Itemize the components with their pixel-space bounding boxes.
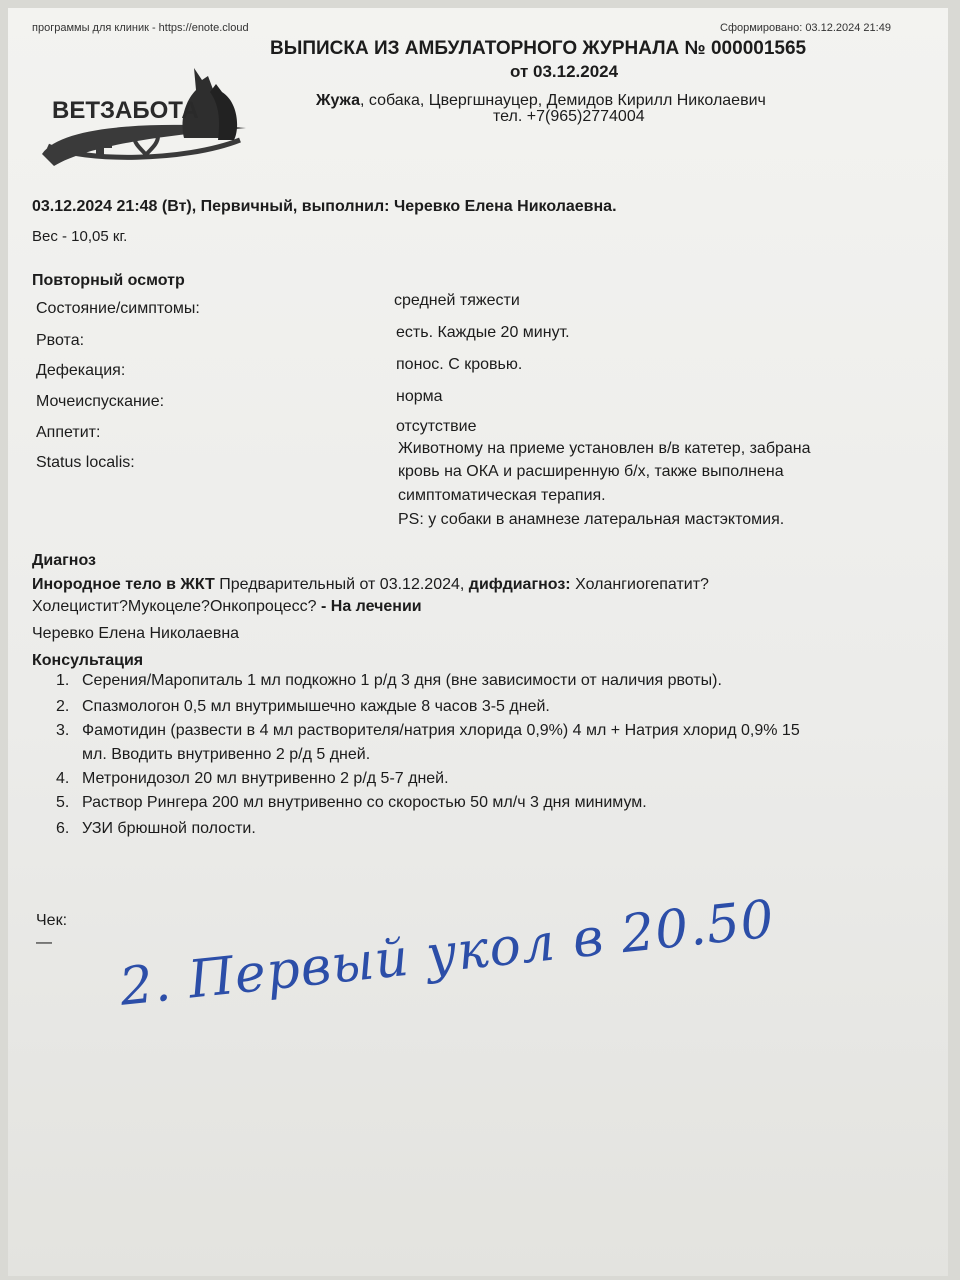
logo-text: ВЕТЗАБОТА	[52, 97, 199, 124]
clinic-logo	[34, 62, 248, 174]
handwritten-note: 2. Первый укол в 20.50	[116, 889, 778, 1018]
exam-row-label: Рвота:	[36, 332, 85, 349]
diagnosis-main: Инородное тело в ЖКТ	[32, 576, 215, 593]
list-item-number: 1.	[56, 672, 70, 689]
diagnosis-line	[32, 576, 709, 594]
exam-row-value: понос. С кровью.	[396, 356, 523, 373]
patient-name: Жужа	[316, 92, 360, 109]
document-date: от 03.12.2024	[510, 62, 619, 81]
status-localis-line: PS: у собаки в анамнезе латеральная мастэктомия.	[398, 511, 785, 528]
receipt-value: —	[36, 934, 52, 951]
status-localis-label: Status localis:	[36, 454, 135, 471]
exam-row-value: отсутствие	[396, 418, 477, 435]
receipt-label: Чек:	[36, 912, 68, 929]
list-item	[56, 794, 647, 812]
diff-text-2: Холецистит?Мукоцеле?Онкопроцесс?	[32, 598, 321, 615]
visit-line: 03.12.2024 21:48 (Вт), Первичный, выполнил: Черевко Елена Николаевна.	[32, 198, 617, 215]
diagnosis-title: Диагноз	[32, 552, 96, 569]
weight: Вес - 10,05 кг.	[32, 228, 128, 245]
diff-label: дифдиагноз:	[468, 576, 571, 593]
list-item-number: 6.	[56, 820, 70, 837]
exam-row-value: норма	[396, 388, 443, 405]
exam-row-label: Дефекация:	[36, 362, 126, 379]
generated-timestamp: Сформировано: 03.12.2024 21:49	[720, 22, 891, 34]
list-item	[56, 770, 449, 788]
treatment-status: - На лечении	[320, 598, 422, 615]
diagnosis-line-2	[32, 598, 422, 616]
consultation-title: Консультация	[32, 652, 144, 669]
diagnosis-prelim: Предварительный от 03.12.2024,	[214, 576, 469, 593]
status-localis-line: Животному на приеме установлен в/в катетер, забрана	[398, 440, 811, 457]
exam-row-label: Состояние/симптомы:	[36, 300, 200, 317]
list-item-text: Метронидозол 20 мл внутривенно 2 р/д 5-7 дней.	[82, 770, 449, 787]
owner-phone: тел. +7(965)2774004	[493, 108, 645, 125]
list-item-text: УЗИ брюшной полости.	[82, 820, 256, 837]
list-item-text: Серения/Маропиталь 1 мл подкожно 1 р/д 3 дня (вне зависимости от наличия рвоты).	[82, 672, 722, 689]
diagnosis-doctor: Черевко Елена Николаевна	[32, 625, 240, 642]
patient-details: , собака, Цвергшнауцер, Демидов Кирилл Николаевич	[360, 92, 766, 109]
list-item	[56, 820, 256, 838]
program-note: программы для клиник - https://enote.cloud	[32, 22, 249, 34]
list-item-continuation: мл. Вводить внутривенно 2 р/д 5 дней.	[82, 746, 371, 763]
status-localis-line: кровь на ОКА и расширенную б/х, также выполнена	[398, 463, 784, 480]
list-item-number: 3.	[56, 722, 70, 739]
list-item-number: 5.	[56, 794, 70, 811]
list-item	[56, 672, 722, 690]
exam-row-label: Мочеиспускание:	[36, 393, 165, 410]
list-item-text: Раствор Рингера 200 мл внутривенно со скоростью 50 мл/ч 3 дня минимум.	[82, 794, 647, 811]
document-title: ВЫПИСКА ИЗ АМБУЛАТОРНОГО ЖУРНАЛА № 000001565	[270, 38, 807, 59]
list-item	[56, 722, 800, 740]
exam-title: Повторный осмотр	[32, 272, 185, 289]
list-item-text: Спазмологон 0,5 мл внутримышечно каждые 8 часов 3-5 дней.	[82, 698, 550, 715]
exam-row-label: Аппетит:	[36, 424, 101, 441]
logo-graphic	[34, 62, 248, 174]
status-localis-line: симптоматическая терапия.	[398, 487, 606, 504]
list-item	[56, 698, 550, 716]
diff-text: Холангиогепатит?	[570, 576, 709, 593]
exam-row-value: средней тяжести	[394, 292, 520, 309]
list-item-text: Фамотидин (развести в 4 мл растворителя/натрия хлорида 0,9%) 4 мл + Натрия хлорид 0,9% 15	[82, 722, 800, 739]
exam-row-value: есть. Каждые 20 минут.	[396, 324, 570, 341]
list-item-number: 2.	[56, 698, 70, 715]
list-item-number: 4.	[56, 770, 70, 787]
document-page	[8, 8, 948, 1276]
